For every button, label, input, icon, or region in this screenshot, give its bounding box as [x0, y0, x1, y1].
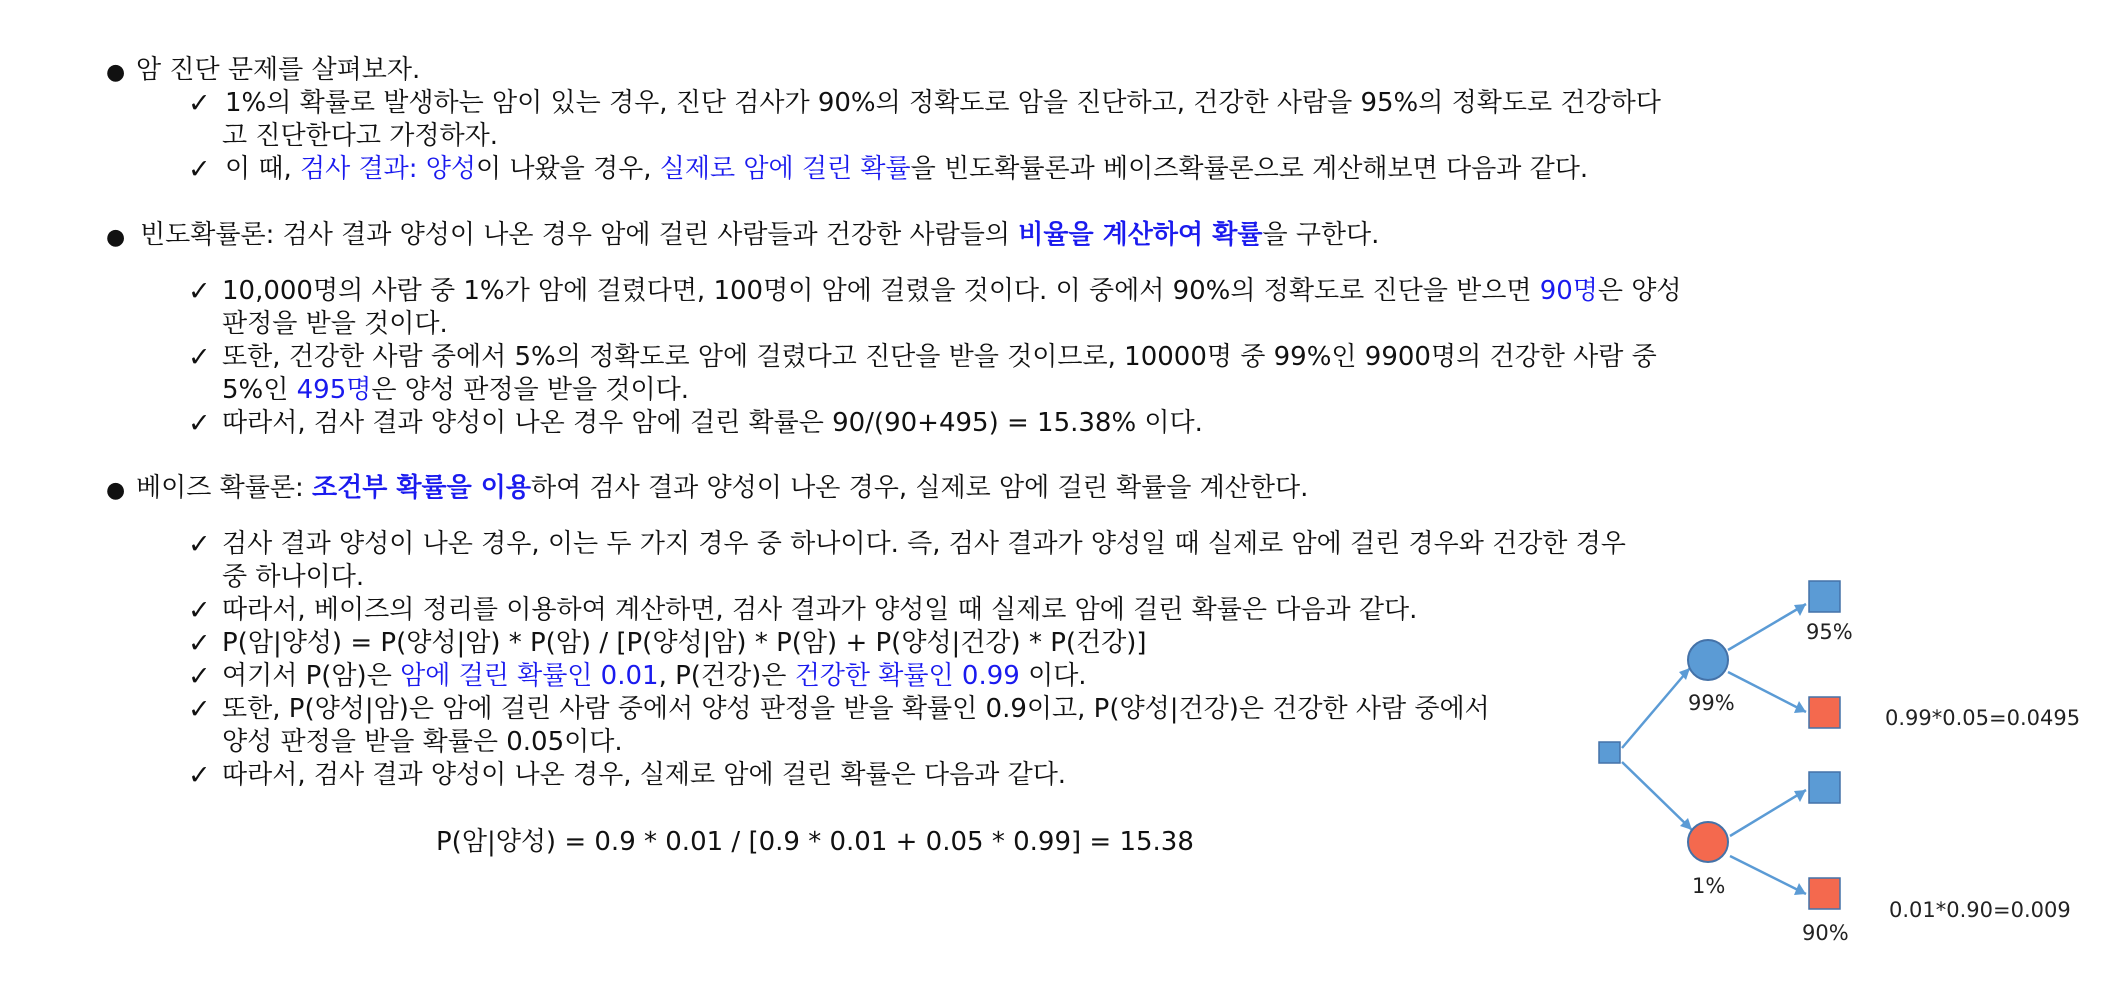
edge-root-healthy [1622, 668, 1690, 748]
healthy-node [1688, 640, 1728, 680]
check-icon: ✓ [188, 408, 211, 439]
check-icon: ✓ [188, 661, 211, 692]
section1-item1-line1: 1%의 확률로 발생하는 암이 있는 경우, 진단 검사가 90%의 정확도로 암을 진단하고, 건강한 사람을 95%의 정확도로 건강하다 [225, 88, 1661, 118]
highlight-conditional: 조건부 확률을 이용 [312, 473, 532, 503]
check-icon: ✓ [188, 628, 211, 659]
highlight-healthy-prob: 건강한 확률인 0.99 [794, 661, 1020, 691]
root-node [1599, 742, 1620, 763]
cancer-positive-prob-label: 90% [1802, 921, 1849, 945]
section1-heading: 암 진단 문제를 살펴보자. [136, 55, 421, 85]
text-fragment: 이 나왔을 경우, [476, 154, 660, 184]
section3-item2: 따라서, 베이즈의 정리를 이용하여 계산하면, 검사 결과가 양성일 때 실제로 암에 걸린 확률은 다음과 같다. [222, 595, 1418, 625]
section3-item1-line1: 검사 결과 양성이 나온 경우, 이는 두 가지 경우 중 하나이다. 즉, 검사 결과가 양성일 때 실제로 암에 걸린 경우와 건강한 경우 [222, 529, 1626, 559]
section2-item3: 따라서, 검사 결과 양성이 나온 경우 암에 걸린 확률은 90/(90+495) = 15.38% 이다. [222, 408, 1203, 438]
text-fragment: 은 양성 [1597, 276, 1682, 306]
check-icon: ✓ [188, 529, 211, 560]
check-icon: ✓ [188, 88, 211, 119]
text-fragment: 5%인 [222, 375, 297, 405]
section3-item1-line2: 중 하나이다. [222, 562, 365, 592]
edge-healthy-negative [1728, 604, 1806, 650]
text-fragment: 10,000명의 사람 중 1%가 암에 걸렸다면, 100명이 암에 걸렸을 것이다. 이 중에서 90%의 정확도로 진단을 받으면 [222, 276, 1540, 306]
healthy-negative-leaf [1809, 581, 1840, 612]
healthy-negative-prob-label: 95% [1806, 620, 1853, 644]
text-fragment: 이 때, [225, 154, 301, 184]
healthy-positive-leaf [1809, 697, 1840, 728]
bayes-formula: P(암|양성) = 0.9 * 0.01 / [0.9 * 0.01 + 0.05 * 0.99] = 15.38 [436, 827, 1194, 857]
text-fragment: 베이즈 확률론: [136, 473, 312, 503]
cancer-prob-label: 1% [1692, 874, 1726, 898]
section3-item5-line2: 양성 판정을 받을 확률은 0.05이다. [222, 727, 623, 757]
section3-item3: P(암|양성) = P(양성|암) * P(암) / [P(양성|암) * P(암) + P(양성|건강) * P(건강)] [222, 628, 1147, 658]
text-fragment: 을 구한다. [1262, 220, 1380, 250]
text-fragment: 하여 검사 결과 양성이 나온 경우, 실제로 암에 걸린 확률을 계산한다. [531, 473, 1309, 503]
section3-item6: 따라서, 검사 결과 양성이 나온 경우, 실제로 암에 걸린 확률은 다음과 같다. [222, 760, 1067, 790]
section2-item2-line1: 또한, 건강한 사람 중에서 5%의 정확도로 암에 걸렸다고 진단을 받을 것이므로, 10000명 중 99%인 9900명의 건강한 사람 중 [222, 342, 1657, 372]
bullet-icon: ● [106, 60, 126, 85]
highlight-test-positive: 검사 결과: 양성 [300, 154, 477, 184]
check-icon: ✓ [188, 694, 211, 725]
text-fragment: 이다. [1019, 661, 1087, 691]
cancer-positive-calc: 0.01*0.90=0.009 [1889, 898, 2071, 922]
check-icon: ✓ [188, 154, 211, 185]
highlight-90: 90명 [1539, 276, 1598, 306]
cancer-positive-leaf [1809, 878, 1840, 909]
text-fragment: 여기서 P(암)은 [222, 661, 401, 691]
highlight-ratio: 비율을 계산하여 확률 [1018, 220, 1263, 250]
edge-cancer-positive [1730, 856, 1806, 894]
edge-root-cancer [1622, 762, 1692, 830]
section2-item1-line2: 판정을 받을 것이다. [222, 309, 448, 339]
check-icon: ✓ [188, 595, 211, 626]
highlight-cancer-prob: 암에 걸린 확률인 0.01 [400, 661, 659, 691]
healthy-prob-label: 99% [1688, 691, 1735, 715]
cancer-negative-leaf [1809, 772, 1840, 803]
check-icon: ✓ [188, 276, 211, 307]
highlight-actual-cancer: 실제로 암에 걸린 확률 [659, 154, 911, 184]
text-fragment: 빈도확률론: 검사 결과 양성이 나온 경우 암에 걸린 사람들과 건강한 사람들의 [140, 220, 1019, 250]
text-fragment: 을 빈도확률론과 베이즈확률론으로 계산해보면 다음과 같다. [910, 154, 1589, 184]
cancer-node [1688, 822, 1728, 862]
edge-cancer-negative [1730, 790, 1806, 836]
text-fragment: 은 양성 판정을 받을 것이다. [371, 375, 689, 405]
check-icon: ✓ [188, 760, 211, 791]
section3-item5-line1: 또한, P(양성|암)은 암에 걸린 사람 중에서 양성 판정을 받을 확률인 0.9이고, P(양성|건강)은 건강한 사람 중에서 [222, 694, 1490, 724]
highlight-495: 495명 [296, 375, 372, 405]
section1-item1-line2: 고 진단한다고 가정하자. [222, 121, 498, 151]
check-icon: ✓ [188, 342, 211, 373]
bullet-icon: ● [106, 478, 126, 503]
healthy-positive-calc: 0.99*0.05=0.0495 [1885, 706, 2081, 730]
text-fragment: , P(건강)은 [658, 661, 795, 691]
edge-healthy-positive [1728, 672, 1806, 712]
bullet-icon: ● [106, 225, 126, 250]
